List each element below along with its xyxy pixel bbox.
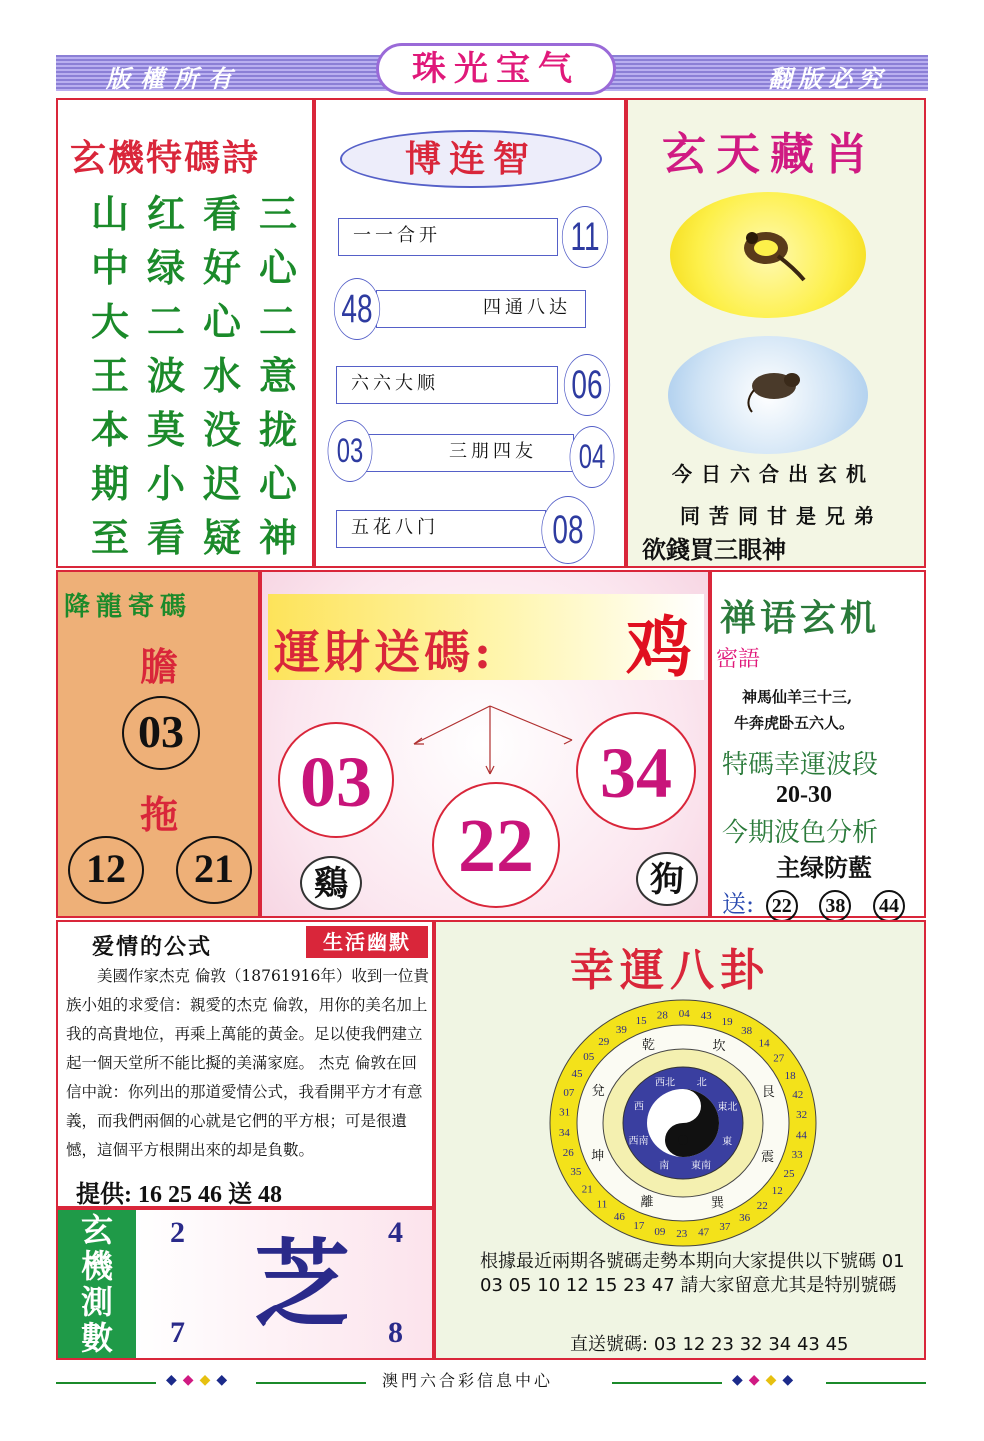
idiom-num-4-left: 03 <box>328 420 373 482</box>
ring-number: 18 <box>784 1069 796 1082</box>
poem-char: 山 <box>90 191 129 236</box>
idiom-num-3: 06 <box>564 354 610 416</box>
provide-value: 16 25 46 送 48 <box>138 1182 282 1208</box>
ring-number: 04 <box>678 1008 690 1021</box>
love-section <box>56 920 434 1208</box>
fortune-left-tag: 鷄 <box>300 856 362 910</box>
direction-label: 西南 <box>628 1135 649 1147</box>
idiom-bar-5: 五花八门 <box>336 510 546 548</box>
direction-label: 北 <box>696 1077 707 1089</box>
direct-label: 直送號碼: <box>570 1334 649 1355</box>
ring-number: 32 <box>796 1108 808 1121</box>
ring-number: 23 <box>676 1227 688 1240</box>
send-number: 38 <box>819 890 851 922</box>
idiom-section <box>314 98 626 568</box>
trigram-label: 坎 <box>712 1038 726 1054</box>
poem-char: 迟 <box>202 461 241 506</box>
ring-number: 45 <box>571 1067 583 1080</box>
gall-number: 03 <box>122 696 200 770</box>
poem-char: 心 <box>258 245 297 290</box>
rat-icon <box>744 362 808 414</box>
numbers-section <box>56 1208 434 1360</box>
ring-number: 43 <box>700 1010 712 1023</box>
dragon-title: 降龍寄碼 <box>64 592 193 622</box>
zodiac-section <box>626 98 926 568</box>
poem-char: 意 <box>258 353 297 398</box>
direction-label: 東南 <box>690 1160 711 1172</box>
wave-value: 20-30 <box>776 782 832 808</box>
poem-char: 看 <box>146 515 185 560</box>
ring-number: 31 <box>559 1106 571 1119</box>
poem-title: 玄機特碼詩 <box>70 137 261 179</box>
zen-section <box>710 570 926 918</box>
poem-char: 本 <box>90 407 129 452</box>
numbers-center-char: 芝 <box>254 1228 350 1341</box>
ring-number: 21 <box>581 1183 593 1196</box>
poem-char: 心 <box>258 461 297 506</box>
fortune-right-tag: 狗 <box>636 852 698 906</box>
ring-number: 27 <box>773 1052 785 1065</box>
ring-number: 37 <box>719 1220 731 1233</box>
footer-line-left <box>56 1382 156 1384</box>
numbers-side-1: 玄 <box>80 1211 113 1249</box>
footer-line-mid-left <box>256 1382 366 1384</box>
love-tag: 生活幽默 <box>306 926 428 958</box>
ring-number: 22 <box>756 1200 768 1213</box>
ring-number: 38 <box>741 1025 753 1038</box>
zodiac-line-2: 同苦同甘是兄弟 <box>680 504 883 528</box>
poem-char: 大 <box>90 299 129 344</box>
numbers-side-3: 測 <box>80 1283 113 1321</box>
snake-disc <box>670 192 866 318</box>
trigram-label: 艮 <box>761 1085 775 1101</box>
poem-char: 中 <box>90 245 129 290</box>
trigram-label: 乾 <box>642 1038 656 1054</box>
snake-icon <box>738 222 808 286</box>
zen-verse-2: 牛奔虎卧五六人。 <box>734 714 855 732</box>
poem-char: 没 <box>202 407 241 452</box>
direction-label: 西 <box>633 1101 644 1113</box>
trigram-label: 兌 <box>591 1083 605 1099</box>
idiom-num-4-right: 04 <box>570 426 615 488</box>
fortune-number-2: 22 <box>432 782 560 908</box>
poem-char: 期 <box>90 461 129 506</box>
footer <box>56 1372 928 1392</box>
poem-char: 红 <box>146 191 185 236</box>
ring-number: 09 <box>654 1225 666 1238</box>
poem-char: 好 <box>202 245 241 290</box>
poem-char: 疑 <box>202 515 241 560</box>
poem-char: 小 <box>146 461 185 506</box>
ring-number: 39 <box>615 1023 627 1036</box>
ring-number: 26 <box>562 1147 574 1160</box>
ring-number: 29 <box>598 1035 610 1048</box>
poem-section <box>56 98 314 568</box>
header-bar <box>56 49 928 93</box>
send-number: 22 <box>766 890 798 922</box>
ring-number: 36 <box>739 1212 751 1225</box>
zen-verse-1: 神馬仙羊三十三, <box>742 688 853 706</box>
trigram-label: 坤 <box>591 1148 605 1164</box>
direction-label: 西北 <box>655 1077 676 1089</box>
idiom-bar-1: 一一合开 <box>338 218 558 256</box>
number-tl: 2 <box>170 1216 185 1249</box>
send-label: 送: <box>722 890 755 918</box>
ring-number: 25 <box>783 1168 795 1181</box>
fortune-section <box>260 570 710 918</box>
poem-char: 水 <box>202 353 241 398</box>
poem-grid <box>82 191 306 560</box>
bagua-title: 幸運八卦 <box>570 945 770 996</box>
trigram-label: 震 <box>761 1150 775 1166</box>
footer-text: 澳門六合彩信息中心 <box>382 1371 554 1390</box>
direct-row <box>570 1330 848 1356</box>
numbers-side <box>58 1210 136 1358</box>
idiom-num-2: 48 <box>334 278 380 340</box>
love-title: 爱情的公式 <box>92 934 213 960</box>
drag-number-1: 12 <box>68 836 144 904</box>
ring-number: 05 <box>583 1050 595 1063</box>
gall-label: 膽 <box>140 644 179 689</box>
footer-dots-right: ◆◆◆◆ <box>732 1372 800 1388</box>
color-label: 今期波色分析 <box>722 818 879 848</box>
ring-number: 07 <box>563 1086 575 1099</box>
header-title: 珠光宝气 <box>376 43 616 95</box>
bagua-section <box>434 920 926 1360</box>
idiom-num-5: 08 <box>541 496 594 564</box>
fortune-zodiac: 鸡 <box>626 608 692 686</box>
color-value: 主绿防藍 <box>776 853 872 882</box>
header-left-text: 版權所有 <box>106 64 242 93</box>
poem-char: 莫 <box>146 407 185 452</box>
numbers-side-4: 數 <box>80 1319 113 1357</box>
footer-dots-left: ◆◆◆◆ <box>166 1372 234 1388</box>
poem-char: 波 <box>146 353 185 398</box>
fortune-number-3: 34 <box>576 712 696 830</box>
arrow-lines <box>402 702 582 782</box>
wave-label: 特碼幸運波段 <box>722 750 879 780</box>
drag-number-2: 21 <box>176 836 252 904</box>
ring-number: 11 <box>596 1198 608 1211</box>
rat-disc <box>668 336 868 454</box>
dragon-section <box>56 570 260 918</box>
idiom-title: 博连智 <box>340 130 602 188</box>
trigram-label: 離 <box>640 1195 654 1211</box>
numbers-side-2: 機 <box>80 1247 113 1285</box>
ring-number: 14 <box>758 1037 770 1050</box>
zodiac-line-1: 今日六合出玄机 <box>672 462 875 486</box>
ring-number: 17 <box>633 1220 645 1233</box>
number-bl: 7 <box>170 1316 185 1349</box>
number-br: 8 <box>388 1316 403 1349</box>
zodiac-title: 玄天藏肖 <box>662 129 878 180</box>
direct-value: 03 12 23 32 34 43 45 <box>653 1334 849 1355</box>
idiom-num-1: 11 <box>562 206 608 268</box>
poem-char: 看 <box>202 191 241 236</box>
direction-label: 南 <box>659 1160 670 1172</box>
poem-char: 王 <box>90 353 129 398</box>
fortune-title: 運財送碼: <box>274 625 495 679</box>
ring-number: 35 <box>570 1166 582 1179</box>
provide-row <box>76 1174 282 1209</box>
ring-number: 33 <box>791 1149 803 1162</box>
ring-number: 34 <box>558 1127 570 1140</box>
footer-line-mid-right <box>612 1382 722 1384</box>
footer-line-right <box>826 1382 926 1384</box>
ring-number: 47 <box>698 1226 710 1239</box>
ring-number: 44 <box>795 1129 807 1142</box>
zen-subtitle: 密語 <box>716 647 761 672</box>
poem-char: 三 <box>258 191 297 236</box>
direction-label: 東 <box>722 1136 733 1148</box>
ring-number: 42 <box>792 1088 804 1101</box>
ring-number: 46 <box>613 1210 625 1223</box>
ring-number: 28 <box>656 1009 668 1022</box>
send-number: 44 <box>873 890 905 922</box>
drag-label: 拖 <box>140 792 179 837</box>
poem-char: 二 <box>146 299 185 344</box>
idiom-bar-2: 四通八达 <box>376 290 586 328</box>
number-tr: 4 <box>388 1216 403 1249</box>
zen-title: 禅语玄机 <box>720 597 881 639</box>
poem-char: 神 <box>258 515 297 560</box>
idiom-bar-4: 三朋四友 <box>364 434 574 472</box>
poem-char: 心 <box>202 299 241 344</box>
bagua-wheel <box>548 998 818 1248</box>
poem-char: 至 <box>90 515 129 560</box>
bagua-note: 根據最近兩期各號碼走勢本期向大家提供以下號碼 01 03 05 10 12 15 23 47 請大家留意尤其是特别號碼 <box>480 1251 905 1296</box>
header-right-text: 翻版必究 <box>768 64 888 93</box>
poem-char: 绿 <box>146 245 185 290</box>
love-text: 美國作家杰克 倫敦（18761916年）收到一位貴族小姐的求愛信：親愛的杰克 倫敦，用你的美名加上我的高貴地位，再乘上萬能的黃金。足以使我們建立起一個天堂所不能比擬的美滿家庭。 杰克 倫敦在回信中說：你列出的那道愛情公式，我看開平方才有意義，而我們兩個的心就是它們的平方根；可是很遺憾，這個平方根開出來的却是負數。 <box>66 967 429 1159</box>
ring-number: 12 <box>771 1185 783 1198</box>
poem-char: 拢 <box>258 407 297 452</box>
provide-label: 提供: <box>76 1182 132 1208</box>
direction-label: 東北 <box>717 1102 738 1114</box>
poem-char: 二 <box>258 299 297 344</box>
send-row <box>722 884 905 922</box>
fortune-number-1: 03 <box>278 722 394 838</box>
zodiac-line-3: 欲錢買三眼神 <box>642 536 786 564</box>
idiom-bar-3: 六六大顺 <box>336 366 558 404</box>
trigram-label: 巽 <box>710 1195 724 1211</box>
ring-number: 19 <box>721 1015 733 1028</box>
ring-number: 15 <box>635 1015 647 1028</box>
